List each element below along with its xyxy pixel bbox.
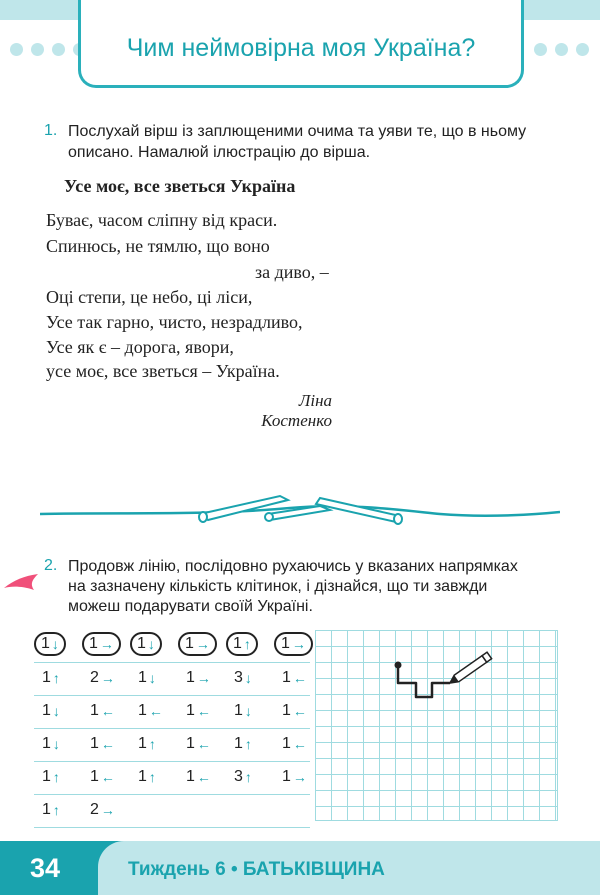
dot — [534, 43, 547, 56]
instruction-rows — [34, 630, 310, 828]
arrow-down-icon: ↓ — [52, 736, 60, 752]
page-number: 34 — [30, 853, 61, 883]
title-box — [78, 0, 524, 88]
count: 1 — [186, 735, 195, 752]
instruction-cell — [90, 768, 115, 786]
poem-title: Усе моє, все зветься Україна — [64, 176, 296, 196]
instruction-cell — [138, 768, 156, 786]
poem-line: Оці степи, це небо, ці ліси, — [46, 287, 253, 307]
count: 1 — [186, 669, 195, 686]
arrow-left-icon: ← — [100, 703, 115, 719]
task2-number: 2. — [44, 557, 58, 574]
count: 1 — [185, 635, 194, 652]
arrow-up-icon: ↑ — [243, 636, 251, 652]
instruction-cell — [186, 735, 211, 753]
pink-arrow-icon — [2, 570, 42, 592]
arrow-left-icon: ← — [292, 736, 307, 752]
count: 1 — [90, 735, 99, 752]
arrow-up-icon: ↑ — [148, 769, 156, 785]
arrow-up-icon: ↑ — [148, 736, 156, 752]
arrow-left-icon: ← — [292, 703, 307, 719]
instruction-cell — [90, 735, 115, 753]
instruction-cell — [82, 632, 121, 656]
instruction-cell — [178, 632, 217, 656]
arrow-down-icon: ↓ — [244, 703, 252, 719]
poem-line: Усе так гарно, чисто, незрадливо, — [46, 312, 303, 332]
count: 1 — [233, 635, 242, 652]
arrow-left-icon: ← — [292, 670, 307, 686]
poem-line: усе моє, все зветься – Україна. — [46, 361, 280, 381]
dot — [555, 43, 568, 56]
arrow-left-icon: ← — [100, 736, 115, 752]
arrow-down-icon: ↓ — [51, 636, 59, 652]
arrow-left-icon: ← — [100, 769, 115, 785]
arrow-up-icon: ↑ — [52, 802, 60, 818]
count: 1 — [282, 702, 291, 719]
arrow-right-icon: → — [291, 636, 306, 652]
instruction-cell — [234, 702, 252, 720]
instruction-cell — [282, 702, 307, 720]
instruction-cell — [42, 702, 60, 720]
count: 2 — [90, 801, 99, 818]
arrow-right-icon: → — [99, 636, 114, 652]
task2-text-line3: можеш подарувати своїй Україні. — [68, 598, 313, 615]
arrow-right-icon: → — [195, 636, 210, 652]
count: 1 — [186, 702, 195, 719]
instruction-cell — [282, 768, 307, 786]
count: 1 — [42, 702, 51, 719]
instruction-cell — [234, 768, 252, 786]
count: 1 — [42, 768, 51, 785]
count: 1 — [138, 735, 147, 752]
count: 3 — [234, 768, 243, 785]
instruction-row — [34, 663, 310, 696]
count: 1 — [281, 635, 290, 652]
instruction-row — [34, 729, 310, 762]
arrow-right-icon: → — [292, 769, 307, 785]
page-title: Чим неймовірна моя Україна? — [126, 34, 476, 62]
count: 1 — [90, 768, 99, 785]
arrow-down-icon: ↓ — [148, 670, 156, 686]
instruction-cell — [282, 735, 307, 753]
count: 3 — [234, 669, 243, 686]
instruction-cell — [234, 669, 252, 687]
left-dots — [10, 43, 86, 56]
arrow-down-icon: ↓ — [52, 703, 60, 719]
dot — [10, 43, 23, 56]
arrow-right-icon: → — [100, 670, 115, 686]
instruction-row — [34, 630, 310, 663]
count: 1 — [282, 768, 291, 785]
instruction-cell — [42, 669, 60, 687]
instruction-cell — [90, 801, 115, 819]
arrow-up-icon: ↑ — [244, 736, 252, 752]
instruction-cell — [42, 735, 60, 753]
task2-text-line1: Продовж лінію, послідовно рухаючись у вказаних напрямках — [68, 558, 518, 575]
instruction-cell — [226, 632, 258, 656]
count: 1 — [42, 669, 51, 686]
task1-text-line2: описано. Намалюй ілюстрацію до вірша. — [68, 144, 371, 161]
count: 1 — [282, 669, 291, 686]
arrow-up-icon: ↑ — [52, 769, 60, 785]
grid-drawing — [390, 645, 500, 715]
instruction-cell — [138, 669, 156, 687]
task1-number: 1. — [44, 122, 58, 139]
arrow-right-icon: → — [196, 670, 211, 686]
arrow-left-icon: ← — [148, 703, 163, 719]
instruction-row — [34, 762, 310, 795]
instruction-cell — [90, 669, 115, 687]
instruction-cell — [186, 669, 211, 687]
count: 1 — [137, 635, 146, 652]
arrow-down-icon: ↓ — [147, 636, 155, 652]
poem-line: Усе як є – дорога, явори, — [46, 337, 234, 357]
drawn-line-icon — [398, 665, 450, 697]
poem-line: Буває, часом сліпну від краси. — [46, 210, 278, 230]
count: 2 — [90, 669, 99, 686]
pencil-icon — [448, 652, 492, 686]
count: 1 — [42, 801, 51, 818]
dot — [576, 43, 589, 56]
instruction-cell — [130, 632, 162, 656]
pencils-divider — [40, 478, 560, 528]
instruction-cell — [274, 632, 313, 656]
count: 1 — [90, 702, 99, 719]
count: 1 — [234, 735, 243, 752]
poem-line: за диво, – — [255, 262, 329, 282]
count: 1 — [138, 669, 147, 686]
dot — [52, 43, 65, 56]
arrow-down-icon: ↓ — [244, 670, 252, 686]
instruction-cell — [186, 768, 211, 786]
right-dots — [534, 43, 589, 56]
instruction-cell — [34, 632, 66, 656]
arrow-left-icon: ← — [196, 736, 211, 752]
count: 1 — [138, 768, 147, 785]
dot — [31, 43, 44, 56]
instruction-cell — [138, 702, 163, 720]
instruction-row — [34, 795, 310, 828]
count: 1 — [186, 768, 195, 785]
instruction-cell — [138, 735, 156, 753]
instruction-cell — [42, 768, 60, 786]
instruction-cell — [234, 735, 252, 753]
task1-text-line1: Послухай вірш із заплющеними очима та уяви те, що в ньому — [68, 123, 527, 140]
count: 1 — [282, 735, 291, 752]
instruction-cell — [90, 702, 115, 720]
instruction-cell — [282, 669, 307, 687]
instruction-cell — [42, 801, 60, 819]
count: 1 — [138, 702, 147, 719]
poem-author: Ліна Костенко — [261, 391, 332, 430]
arrow-up-icon: ↑ — [244, 769, 252, 785]
arrow-left-icon: ← — [196, 703, 211, 719]
footer-section-title: Тиждень 6 • БАТЬКІВЩИНА — [128, 859, 385, 880]
count: 1 — [42, 735, 51, 752]
count: 1 — [234, 702, 243, 719]
instruction-cell — [186, 702, 211, 720]
instruction-row — [34, 696, 310, 729]
count: 1 — [41, 635, 50, 652]
poem-line: Спинюсь, не тямлю, що воно — [46, 236, 270, 256]
arrow-left-icon: ← — [196, 769, 211, 785]
count: 1 — [89, 635, 98, 652]
arrow-up-icon: ↑ — [52, 670, 60, 686]
arrow-right-icon: → — [100, 802, 115, 818]
task2-text-line2: на зазначену кількість клітинок, і дізнайся, що ти завжди — [68, 578, 488, 595]
